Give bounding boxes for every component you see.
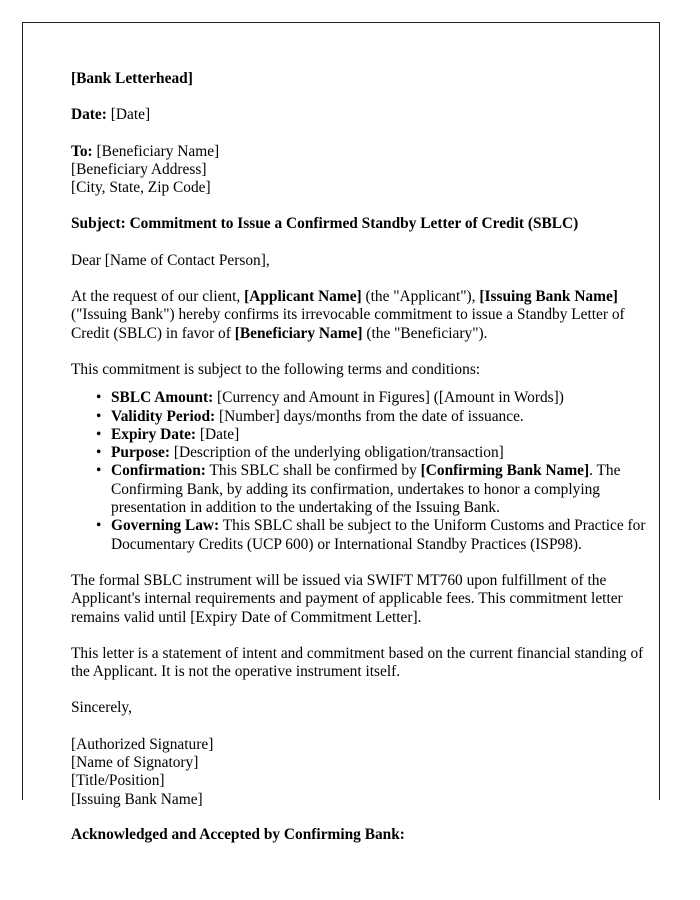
term-text-after: . The Confirming Bank, by adding its confirmation, undertakes to honor a complying presentation in addition to the undertaking of the Issuing Bank.: [111, 462, 621, 517]
signatory-bank: [Issuing Bank Name]: [71, 790, 203, 808]
authorized-signature: [Authorized Signature]: [71, 735, 214, 753]
recipient-city-state-zip: [City, State, Zip Code]: [71, 179, 211, 197]
recipient-label: To:: [71, 142, 93, 160]
term-label: Confirmation:: [111, 462, 206, 480]
terms-intro: This commitment is subject to the following terms and conditions:: [71, 360, 481, 378]
recipient-name: [Beneficiary Name]: [96, 142, 220, 160]
subject-line: [71, 215, 651, 233]
bank-letterhead: [71, 70, 651, 88]
opening-part-4: (the "Beneficiary").: [362, 324, 488, 342]
term-text: This SBLC shall be confirmed by: [205, 462, 421, 480]
beneficiary-name-placeholder: [Beneficiary Name]: [234, 324, 363, 342]
recipient-name-line: [71, 143, 651, 161]
subject-text: Subject: Commitment to Issue a Confirmed Standby Letter of Credit (SBLC): [71, 215, 579, 233]
term-label: Expiry Date:: [111, 425, 197, 443]
term-item-sblc-amount: [71, 389, 651, 407]
term-text: [Date]: [196, 425, 240, 443]
opening-part-1: At the request of our client,: [71, 288, 245, 306]
term-label: Purpose:: [111, 444, 170, 462]
acknowledgement-text: Acknowledged and Accepted by Confirming Bank:: [71, 825, 405, 843]
recipient-address: [Beneficiary Address]: [71, 160, 207, 178]
signatory-name: [Name of Signatory]: [71, 754, 199, 772]
signature-block: [71, 736, 651, 809]
applicant-name-placeholder: [Applicant Name]: [244, 288, 362, 306]
opening-part-3: ("Issuing Bank") hereby confirms its irrevocable commitment to issue a Standby Letter of Credit (SBLC) in favor of: [71, 306, 625, 342]
date-line: [71, 106, 651, 124]
opening-part-2: (the "Applicant"),: [361, 288, 480, 306]
bank-letterhead-text: [Bank Letterhead]: [71, 70, 193, 87]
term-text: This SBLC shall be subject to the Uniform Customs and Practice for Documentary Credits (UCP 600) or International Standby Practices (ISP98).: [111, 517, 646, 553]
term-item-expiry-date: [71, 426, 651, 444]
term-text: [Currency and Amount in Figures] ([Amount in Words]): [213, 389, 564, 407]
opening-paragraph: [71, 288, 651, 343]
closing-paragraph-1: The formal SBLC instrument will be issued via SWIFT MT760 upon fulfillment of the Applicant's internal requirements and payment of applicable fees. This commitment letter remains valid until [Expiry Date of Commitment Letter].: [71, 571, 623, 626]
date-label: Date:: [71, 106, 107, 124]
term-item-governing-law: [71, 517, 651, 554]
closing-paragraph-2: This letter is a statement of intent and commitment based on the current financial standing of the Applicant. It is not the operative instrument itself.: [71, 644, 644, 681]
term-item-validity-period: [71, 408, 651, 426]
term-item-confirmation: [71, 462, 651, 517]
signatory-title: [Title/Position]: [71, 772, 165, 790]
terms-list: [71, 389, 651, 554]
date-value: [Date]: [110, 106, 151, 124]
acknowledgement-heading: [71, 826, 651, 844]
document-body: [71, 70, 651, 844]
term-text: [Description of the underlying obligation/transaction]: [170, 444, 504, 462]
term-label: Validity Period:: [111, 407, 216, 425]
issuing-bank-name-placeholder: [Issuing Bank Name]: [479, 288, 618, 306]
salutation: Dear [Name of Contact Person],: [71, 251, 270, 269]
recipient-block: [71, 143, 651, 198]
page-frame: [22, 22, 660, 843]
term-label: Governing Law:: [111, 517, 220, 535]
term-label: SBLC Amount:: [111, 389, 214, 407]
confirming-bank-name-placeholder: [Confirming Bank Name]: [420, 462, 590, 480]
sign-off: Sincerely,: [71, 699, 132, 717]
term-text: [Number] days/months from the date of issuance.: [215, 407, 524, 425]
term-item-purpose: [71, 444, 651, 462]
